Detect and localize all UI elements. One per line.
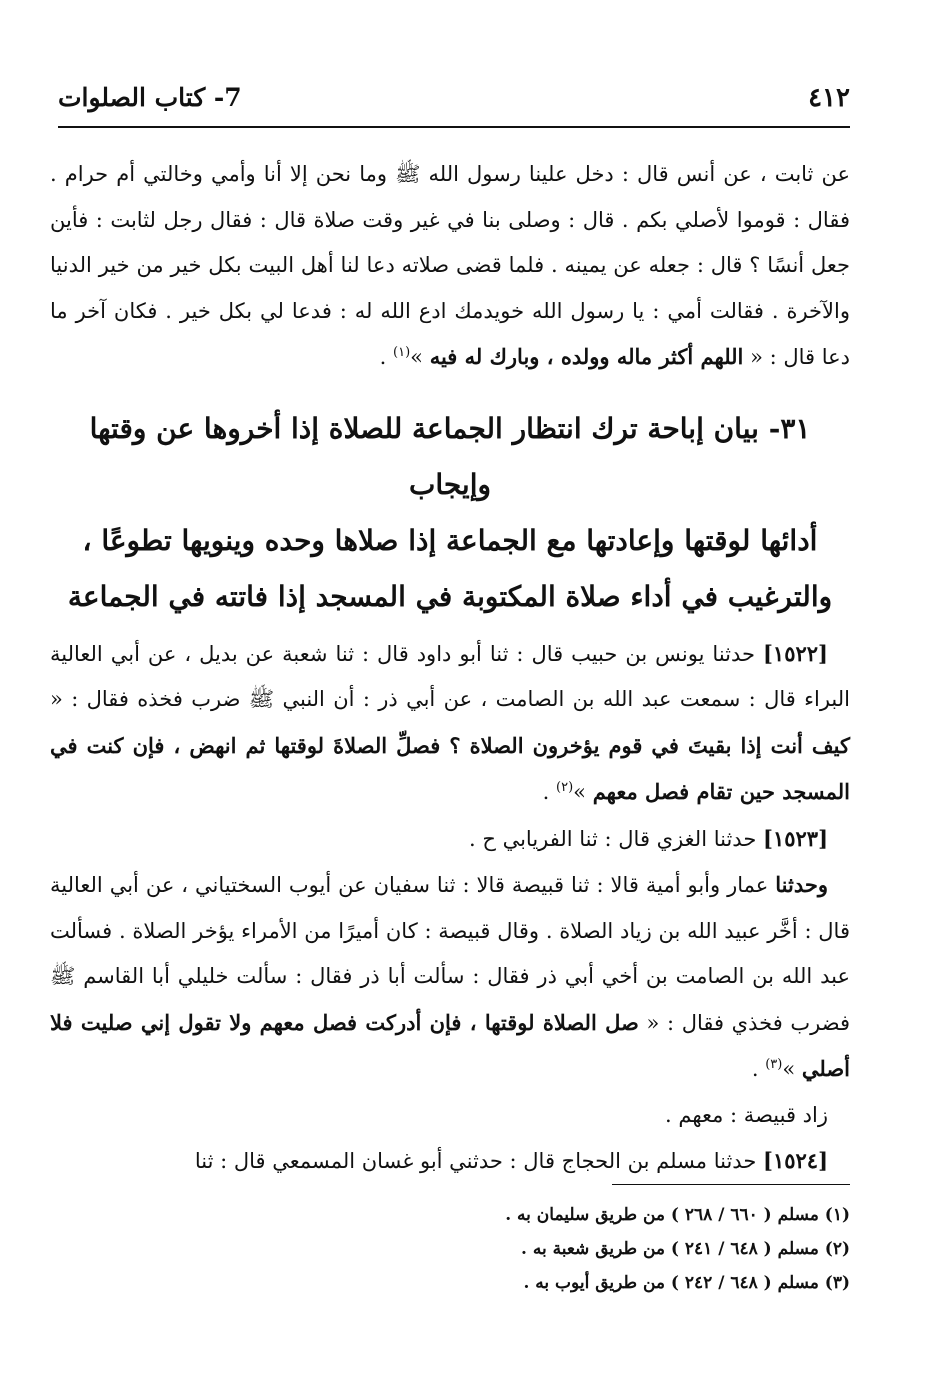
footnote-ref-2[interactable]: (٢) bbox=[556, 780, 574, 795]
hadith-closing: » bbox=[782, 1057, 796, 1081]
footnotes bbox=[58, 1198, 850, 1300]
hadith-quote: صل الصلاة لوقتها ، فإن أدركت فصل معهم ولا تقول إني صليت فلا أصلي bbox=[50, 1009, 850, 1081]
footnote-3: (٣) مسلم ( ٦٤٨ / ٢٤٢ ) من طريق أيوب به . bbox=[523, 1273, 850, 1293]
hadith-closing: » bbox=[573, 780, 587, 804]
intro-quote: اللهم أكثر ماله وولده ، وبارك له فيه bbox=[429, 344, 744, 369]
hadith-quote: كيف أنت إذا بقيتَ في قوم يؤخرون الصلاة ؟ فصلِّ الصلاةَ لوقتها ثم انهض ، فإن كنت في المسجد حين تقام فصل معهم bbox=[50, 732, 850, 804]
footnote-ref-1[interactable]: (١) bbox=[393, 345, 411, 360]
chain-start: وحدثنا bbox=[775, 872, 828, 897]
section-heading bbox=[50, 401, 850, 625]
hadith-end: . bbox=[542, 780, 557, 804]
page-header bbox=[58, 78, 850, 118]
hadith-number: [١٥٢٤] bbox=[763, 1148, 828, 1173]
hadith-1524 bbox=[50, 1138, 850, 1185]
intro-paragraph bbox=[50, 152, 850, 381]
intro-end: . bbox=[379, 345, 393, 369]
footnote-ref-3[interactable]: (٣) bbox=[765, 1057, 783, 1072]
hadith-number: [١٥٢٣] bbox=[763, 825, 828, 851]
intro-closing: » bbox=[410, 345, 423, 369]
section-heading-line-2: أدائها لوقتها وإعادتها مع الجماعة إذا صلاها وحده وينويها تطوعًا ، bbox=[82, 523, 818, 557]
page-number: ٤١٢ bbox=[808, 83, 850, 113]
main-text bbox=[50, 152, 850, 1185]
hadith-1522 bbox=[50, 631, 850, 816]
footnote-rule bbox=[612, 1184, 850, 1185]
hadith-text: حدثنا الغزي قال : ثنا الفريابي ح . bbox=[468, 826, 757, 851]
section-heading-line-3: والترغيب في أداء صلاة المكتوبة في المسجد إذا فاتته في الجماعة bbox=[67, 579, 833, 613]
hadith-end: . bbox=[751, 1057, 766, 1081]
hadith-1523 bbox=[50, 816, 850, 863]
chain-text: عمار وأبو أمية قالا : ثنا قبيصة قالا : ثنا سفيان عن أيوب السختياني ، عن أبي العالية قال : أخَّر عبيد الله بن زياد الصلاة . وقال قبيصة : كان أميرًا من الأمراء يؤخر الصلاة . فسألت عبد الله بن الصامت بن أخي أبي ذر فقال : سألت أبا ذر فقال : سألت خليلي أبا القاسم ﷺ فضرب فخذي فقال : « bbox=[50, 873, 850, 1035]
hadith-text: حدثنا مسلم بن الحجاج قال : حدثني أبو غسان المسمعي قال : ثنا bbox=[194, 1149, 757, 1173]
section-heading-line-1: ٣١- بيان إباحة ترك انتظار الجماعة للصلاة إذا أخروها عن وقتها وإيجاب bbox=[89, 411, 811, 501]
narrator-note: زاد قبيصة : معهم . bbox=[665, 1102, 828, 1127]
intro-text: عن ثابت ، عن أنس قال : دخل علينا رسول الله ﷺ وما نحن إلا أنا وأمي وخالتي أم حرام . فقال : قوموا لأصلي بكم . قال : وصلى بنا في غير وقت صلاة قال : فقال رجل لثابت : فأين جعل أنسًا ؟ قال : جعله عن يمينه . فلما قضى صلاته دعا لنا أهل البيت بكل خير من خير الدنيا والآخرة . فقالت أمي : يا رسول الله خويدمك ادع الله له : فدعا لي بكل خير . فكان آخر ما دعا قال : « bbox=[50, 162, 850, 369]
footnote-2: (٢) مسلم ( ٦٤٨ / ٢٤١ ) من طريق شعبة به . bbox=[521, 1239, 850, 1259]
header-rule bbox=[58, 126, 850, 128]
hadith-text: حدثنا يونس بن حبيب قال : ثنا أبو داود قال : ثنا شعبة عن بديل ، عن أبي العالية البراء قال : سمعت عبد الله بن الصامت ، عن أبي ذر : أن النبي ﷺ ضرب فخذه فقال : « bbox=[50, 641, 850, 711]
hadith-number: [١٥٢٢] bbox=[762, 640, 828, 666]
footnote-1: (١) مسلم ( ٦٦٠ / ٢٦٨ ) من طريق سليمان به . bbox=[505, 1205, 850, 1225]
chapter-title: 7- كتاب الصلوات bbox=[58, 83, 242, 112]
hadith-1523-chain bbox=[50, 862, 850, 1093]
